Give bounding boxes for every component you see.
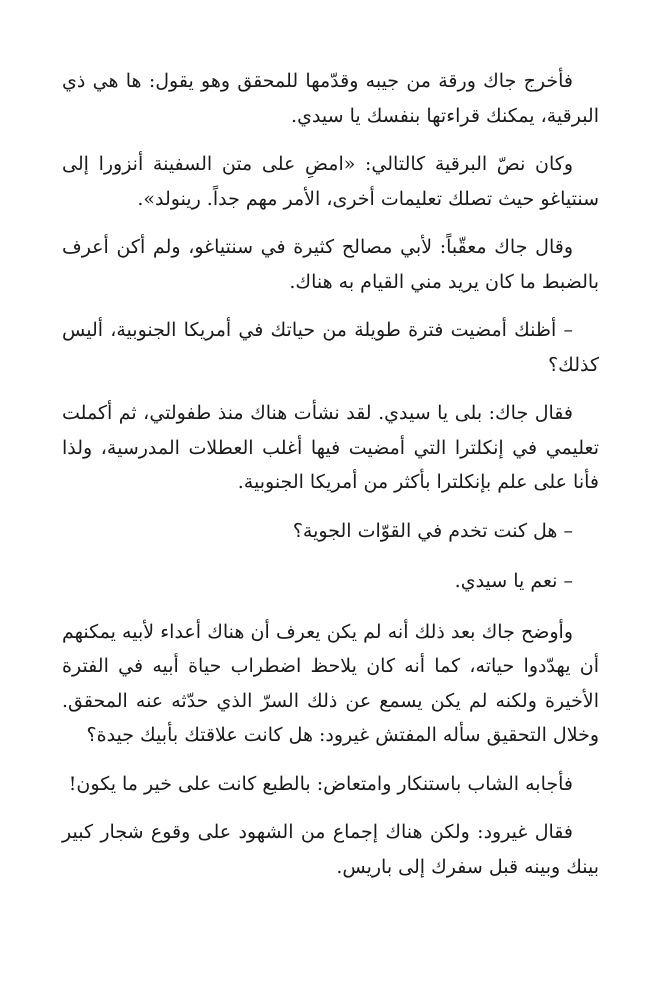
paragraph-question-air-force: – هل كنت تخدم في القوّات الجوية؟ bbox=[292, 519, 573, 542]
paragraph-telegram-text: وكان نصّ البرقية كالتالي: «امضِ على متن السفينة أنزورا إلى سنتياغو حيث تصلك تعليمات أخرى، الأمر مهم جداً. رينولد». bbox=[62, 153, 599, 210]
paragraph-answer-yes: – نعم يا سيدي. bbox=[454, 570, 573, 592]
paragraph-son-reply: فأجابه الشاب باستنكار وامتعاض: بالطبع كانت على خير ما يكون! bbox=[68, 772, 573, 795]
paragraph-jack-explanation: وأوضح جاك بعد ذلك أنه لم يكن يعرف أن هناك أعداء لأبيه يمكنهم أن يهدّدوا حياته، كما أنه كان يلاحظ اضطراب حياة أبيه في الفترة الأخيرة ولكنه لم يكن يسمع عن ذلك السرّ الذي حدّثه عنه المحقق. وخلال التحقيق سأله المفتش غيرود: هل كانت علاقتك بأبيك جيدة؟ bbox=[62, 620, 599, 746]
paragraph-question-south-america: – أظنك أمضيت فترة طويلة من حياتك في أمريكا الجنوبية، أليس كذلك؟ bbox=[62, 319, 599, 376]
paragraph-jack-comment: وقال جاك معقّباً: لأبي مصالح كثيرة في سنتياغو، ولم أكن أعرف بالضبط ما كان يريد مني القيام به هناك. bbox=[62, 236, 599, 293]
paragraph-telegram-handover: فأخرج جاك ورقة من جيبه وقدّمها للمحقق وهو يقول: ها هي ذي البرقية، يمكنك قراءتها بنفسك يا سيدي. bbox=[62, 70, 599, 127]
paragraph-giraud-quarrel: فقال غيرود: ولكن هناك إجماع من الشهود على وقوع شجار كبير بينك وبينه قبل سفرك إلى باريس. bbox=[62, 821, 599, 878]
paragraph-jack-upbringing: فقال جاك: بلى يا سيدي. لقد نشأت هناك منذ طفولتي، ثم أكملت تعليمي في إنكلترا التي أمضيت فيها أغلب العطلات المدرسية، ولذا فأنا على علم بإنكلترا بأكثر من أمريكا الجنوبية. bbox=[62, 402, 599, 493]
